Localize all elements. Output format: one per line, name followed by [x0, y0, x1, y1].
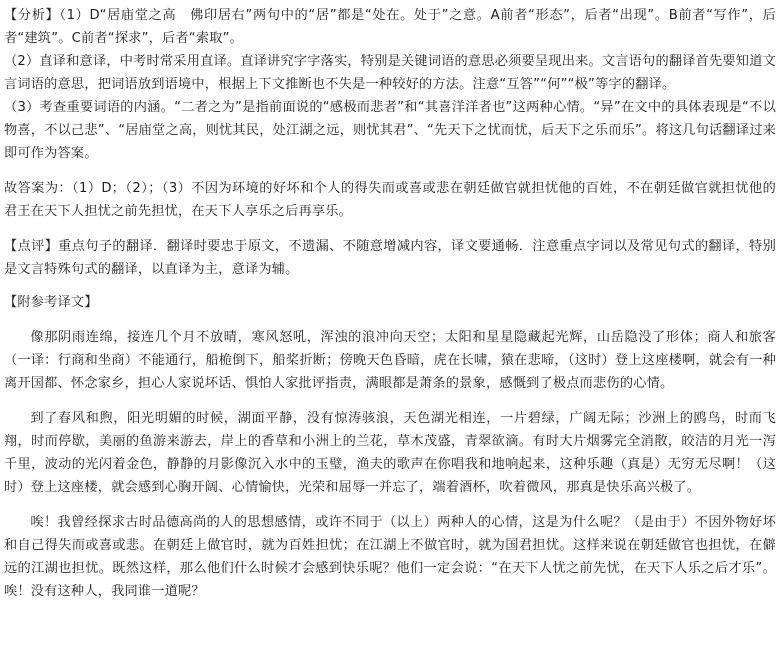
translation-paragraph-1: 像那阴雨连绵，接连几个月不放晴，寒风怒吼，浑浊的浪冲向天空；太阳和星星隐藏起光辉，山岳隐没了形体；商人和旅客（一译：行商和坐商）不能通行，船桅倒下，船桨折断；傍晚天色昏暗，虎在长啸，猿在悲啼，（这时）登上这座楼啊，就会有一种离开国都、怀念家乡，担心人家说坏话、惧怕人家批评指责，满眼都是萧条的景象，感慨到了极点而悲伤的心情。: [4, 330, 776, 391]
comment-paragraph: 【点评】重点句子的翻译．翻译时要忠于原文，不遗漏、不随意增减内容，译文要通畅．注意重点字词以及常见句式的翻译，特别是文言特殊句式的翻译，以直译为主，意译为辅。: [4, 239, 776, 277]
translation-paragraph-3: 唉！我曾经探求古时品德高尚的人的思想感情，或许不同于（以上）两种人的心情，这是为什么呢？（是由于）不因外物好坏和自己得失而或喜或悲。在朝廷上做官时，就为百姓担忧；在江湖上不做官时，就为国君担忧。这样来说在朝廷做官也担忧，在僻远的江湖也担忧。既然这样，那么他们什么时候才会感到快乐呢？他们一定会说：“在天下人忧之前先忧，在天下人乐之后才乐”。唉！没有这种人，我同谁一道呢？: [4, 515, 776, 599]
analysis-part-3: （3）考查重要词语的内涵。“二者之为”是指前面说的“感极而悲者”和“其喜洋洋者也”这两种心情。“异”在文中的具体表现是“不以物喜，不以己悲”、“居庙堂之高，则忧其民，处江湖之远，则忧其君”、“先天下之忧而忧，后天下之乐而乐”。将这几句话翻译过来即可作为答案。: [4, 100, 776, 161]
analysis-part-2: （2）直译和意译，中考时常采用直译。直译讲究字字落实，特别是关键词语的意思必须要呈现出来。文言语句的翻译首先要知道文言词语的意思，把词语放到语境中，根据上下文推断也不失是一种较好的方法。注意“互答”“何”“极”等字的翻译。: [4, 54, 776, 92]
answer-paragraph: 故答案为：（1）D；（2）；（3）不因为环境的好坏和个人的得失而或喜或悲在朝廷做官就担忧他的百姓，不在朝廷做官就担忧他的君王在天下人担忧之前先担忧，在天下人享乐之后再享乐。: [4, 181, 776, 219]
analysis-part-1: 【分析】（1）D“居庙堂之高 佛印居右”两句中的“居”都是“处在。处于”之意。A前者“形态”，后者“出现”。B前者“写作”，后者“建筑”。C前者“探求”，后者“索取”。: [4, 8, 776, 46]
translation-paragraph-2: 到了春风和煦，阳光明媚的时候，湖面平静，没有惊涛骇浪，天色湖光相连，一片碧绿，广阔无际；沙洲上的鸥鸟，时而飞翔，时而停歇，美丽的鱼游来游去，岸上的香草和小洲上的兰花，草木茂盛，青翠欲滴。有时大片烟雾完全消散，皎洁的月光一泻千里，波动的光闪着金色，静静的月影像沉入水中的玉璧，渔夫的歌声在你唱我和地响起来，这种乐趣（真是）无穷无尽啊！（这时）登上这座楼，就会感到心胸开阔、心情愉快，光荣和屈辱一并忘了，端着酒杯，吹着微风，那真是快乐高兴极了。: [4, 411, 776, 495]
translation-heading: 【附参考译文】: [4, 295, 98, 310]
